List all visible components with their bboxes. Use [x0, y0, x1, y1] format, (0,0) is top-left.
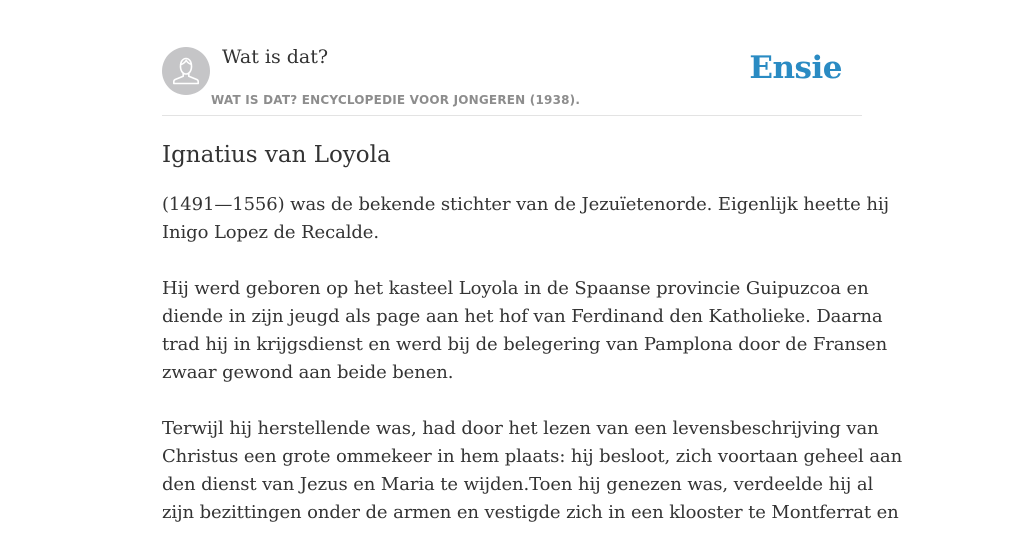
- article-paragraph: [162, 415, 903, 527]
- article-paragraph: [162, 191, 889, 247]
- article-title: Ignatius van Loyola: [162, 142, 391, 168]
- paragraph-line: Terwijl hij herstellende was, had door het lezen van een levensbeschrijving van: [162, 418, 879, 439]
- source-avatar[interactable]: [162, 47, 210, 95]
- source-subtitle[interactable]: WAT IS DAT? ENCYCLOPEDIE VOOR JONGEREN (1938).: [211, 93, 581, 107]
- paragraph-line: trad hij in krijgsdienst en werd bij de belegering van Pamplona door de Fransen: [162, 334, 888, 355]
- paragraph-line: (1491—1556) was de bekende stichter van de Jezuïetenorde. Eigenlijk heette hij: [162, 194, 889, 215]
- article-paragraph: [162, 275, 888, 387]
- paragraph-line: zwaar gewond aan beide benen.: [162, 362, 454, 383]
- paragraph-line: zijn bezittingen onder de armen en vestigde zich in een klooster te Montferrat en: [162, 502, 899, 523]
- paragraph-line: Hij werd geboren op het kasteel Loyola in de Spaanse provincie Guipuzcoa en: [162, 278, 869, 299]
- paragraph-line: Christus een grote ommekeer in hem plaats: hij besloot, zich voortaan geheel aan: [162, 446, 903, 467]
- paragraph-line: den dienst van Jezus en Maria te wijden.Toen hij genezen was, verdeelde hij al: [162, 474, 874, 495]
- ensie-logo[interactable]: Ensie: [749, 50, 842, 86]
- paragraph-line: Inigo Lopez de Recalde.: [162, 222, 379, 243]
- source-title[interactable]: Wat is dat?: [222, 46, 329, 68]
- user-icon: [162, 47, 210, 95]
- paragraph-line: diende in zijn jeugd als page aan het hof van Ferdinand den Katholieke. Daarna: [162, 306, 883, 327]
- article: [162, 139, 903, 546]
- source-header: [162, 47, 862, 116]
